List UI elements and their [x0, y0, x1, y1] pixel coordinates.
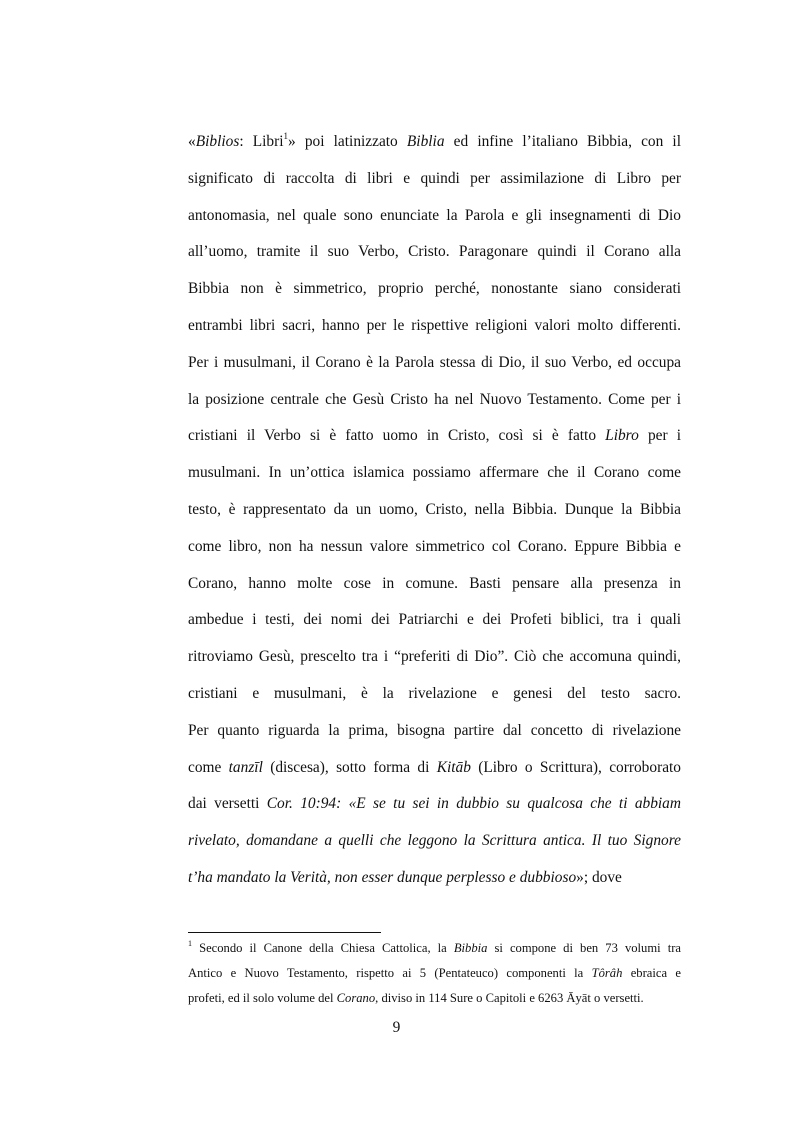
body-line	[188, 717, 681, 754]
text-run: testo, è rappresentato da un uomo, Cristo, nella Bibbia. Dunque la Bibbia	[188, 500, 681, 518]
text-run: Corano, hanno molte cose in comune. Basti pensare alla presenza in	[188, 574, 681, 592]
text-run: Bibbia non è simmetrico, proprio perché, nonostante siano considerati	[188, 280, 681, 298]
body-line	[188, 864, 681, 901]
text-run: come libro, non ha nessun valore simmetrico col Corano. Eppure Bibbia e	[188, 537, 681, 555]
body-line	[188, 238, 681, 275]
text-run: entrambi libri sacri, hanno per le rispettive religioni valori molto differenti.	[188, 316, 681, 334]
italic-text: rivelato, domandane a quelli che leggono la Scrittura antica. Il tuo Signore	[188, 832, 681, 850]
body-line	[188, 165, 681, 202]
text-run: si compone di ben 73 volumi tra	[487, 941, 681, 955]
italic-text: Biblios	[195, 133, 240, 150]
text-run: cristiani il Verbo si è fatto uomo in Cristo, così si è fatto	[188, 427, 606, 445]
body-line	[188, 459, 681, 496]
text-run: ambedue i testi, dei nomi dei Patriarchi e dei Profeti biblici, tra i quali	[188, 611, 681, 629]
body-line	[188, 386, 681, 423]
text-run: » poi latinizzato	[288, 133, 407, 150]
italic-text: Kitāb	[436, 758, 471, 776]
footnote-separator	[188, 932, 381, 933]
body-line	[188, 349, 681, 386]
italic-text: Cor. 10:94: «E se tu sei in dubbio su qualcosa che ti abbiam	[266, 795, 681, 813]
text-run: »; dove	[576, 868, 622, 886]
text-run: : Libri	[239, 133, 284, 150]
body-line	[188, 533, 681, 570]
text-run: cristiani e musulmani, è la rivelazione e genesi del testo sacro.	[188, 684, 681, 702]
body-line	[188, 606, 681, 643]
text-run: dai versetti	[188, 795, 267, 813]
text-run: profeti, ed il solo volume del	[188, 991, 337, 1005]
italic-text: Libro	[605, 427, 639, 445]
italic-text: t’ha mandato la Verità, non esser dunque perplesso e dubbioso	[188, 868, 577, 886]
body-line	[188, 128, 681, 165]
text-run: ritroviamo Gesù, prescelto tra i “preferiti di Dio”. Ciò che accomuna quindi,	[188, 648, 681, 666]
body-line	[188, 422, 681, 459]
footnote-marker: 1	[283, 131, 289, 141]
footnote-marker: 1	[188, 939, 192, 948]
body-line	[188, 570, 681, 607]
text-run: Secondo il Canone della Chiesa Cattolica, la	[192, 941, 454, 955]
text-run: ebraica e	[622, 966, 681, 980]
footnote	[188, 936, 681, 1011]
body-line	[188, 680, 681, 717]
text-run: come	[188, 758, 229, 776]
body-paragraph	[188, 128, 681, 901]
footnote-line	[188, 961, 681, 986]
text-run: Per i musulmani, il Corano è la Parola stessa di Dio, il suo Verbo, ed occupa	[188, 353, 681, 371]
body-line	[188, 312, 681, 349]
italic-text: Bibbia	[453, 941, 488, 955]
text-run: (Libro o Scrittura), corroborato	[470, 758, 681, 776]
text-run: musulmani. In un’ottica islamica possiamo affermare che il Corano come	[188, 464, 681, 482]
body-line	[188, 827, 681, 864]
footnote-line	[188, 986, 681, 1011]
body-line	[188, 790, 681, 827]
italic-text: Tôrâh	[591, 966, 623, 980]
body-line	[188, 643, 681, 680]
text-run: antonomasia, nel quale sono enunciate la Parola e gli insegnamenti di Dio	[188, 206, 681, 224]
body-line	[188, 496, 681, 533]
text-run: (discesa), sotto forma di	[262, 758, 437, 776]
text-run: Per quanto riguarda la prima, bisogna partire dal concetto di rivelazione	[188, 721, 681, 739]
text-run: «	[188, 133, 196, 150]
body-line	[188, 202, 681, 239]
body-line	[188, 754, 681, 791]
page-number: 9	[392, 1019, 401, 1036]
footnote-line	[188, 936, 681, 961]
text-run: , diviso in 114 Sure o Capitoli e 6263 Āyāt o versetti.	[375, 991, 644, 1005]
italic-text: Corano	[336, 991, 376, 1005]
text-run: per i	[638, 427, 681, 445]
text-run: significato di raccolta di libri e quindi per assimilazione di Libro per	[188, 169, 681, 187]
text-run: ed infine l’italiano Bibbia, con il	[444, 133, 681, 150]
text-run: all’uomo, tramite il suo Verbo, Cristo. Paragonare quindi il Corano alla	[188, 243, 681, 261]
italic-text: Biblia	[406, 133, 445, 150]
italic-text: tanzīl	[228, 758, 263, 776]
text-run: la posizione centrale che Gesù Cristo ha nel Nuovo Testamento. Come per i	[188, 390, 681, 408]
body-line	[188, 275, 681, 312]
text-run: Antico e Nuovo Testamento, rispetto ai 5 (Pentateuco) componenti la	[188, 966, 592, 980]
